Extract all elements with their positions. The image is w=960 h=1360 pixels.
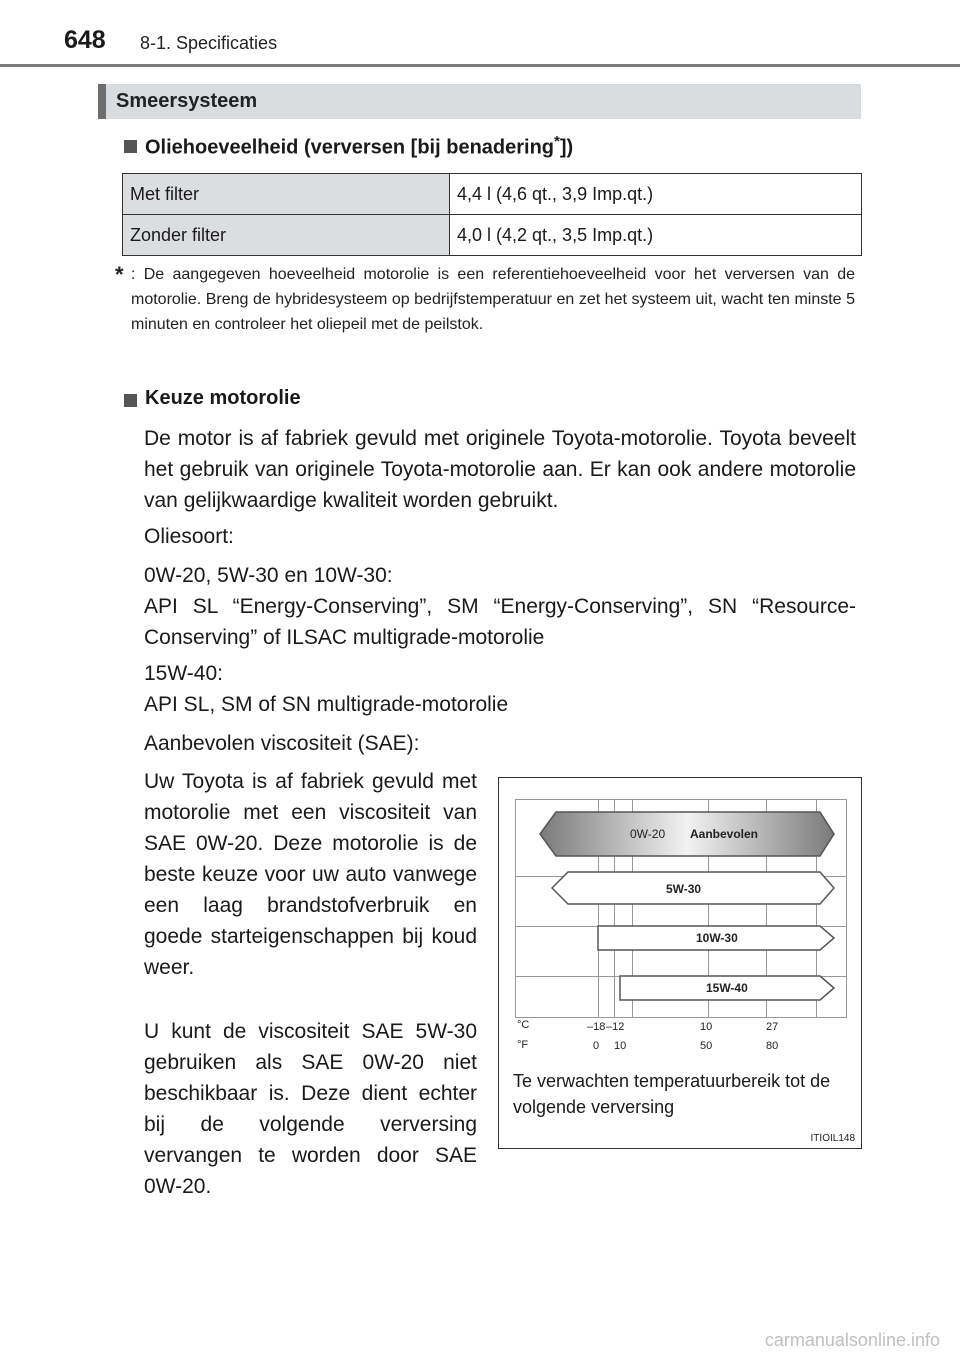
table-cell-value: 4,4 l (4,6 qt., 3,9 Imp.qt.) xyxy=(450,174,862,215)
table-cell-value: 4,0 l (4,2 qt., 3,5 Imp.qt.) xyxy=(450,215,862,256)
table-row xyxy=(123,174,862,215)
unit-fahrenheit: °F xyxy=(517,1039,529,1051)
unit-celsius: °C xyxy=(517,1019,530,1031)
tick-f: 0 xyxy=(593,1040,600,1052)
grade1-text: API SL “Energy-Conserving”, SM “Energy-Conserving”, SN “Resource-Conserving” of ILSAC multigrade-motorolie xyxy=(144,595,856,649)
viscosity-chart-area xyxy=(515,799,847,1018)
arrow-label-15w40: 15W-40 xyxy=(706,981,748,995)
chapter-title: 8-1. Specificaties xyxy=(140,33,278,53)
viscosity-label: Aanbevolen viscositeit (SAE): xyxy=(144,732,420,755)
page-number: 648 xyxy=(64,26,106,54)
oil-choice-intro: De motor is af fabriek gevuld met originele Toyota-motorolie. Toyota beveelt het gebruik van originele Toyota-motorolie aan. Er kan ook andere motorolie van gelijkwaardige kwaliteit worden gebruikt. xyxy=(144,427,856,512)
oil-choice-heading: Keuze motorolie xyxy=(145,387,301,409)
oil-quantity-heading: Oliehoeveelheid (verversen [bij benadering*]) xyxy=(145,133,574,159)
oil-type-label: Oliesoort: xyxy=(144,525,234,548)
arrow-label-recommended: Aanbevolen xyxy=(690,827,759,841)
oil-quantity-table xyxy=(122,173,862,256)
watermark: carmanualsonline.info xyxy=(764,1330,940,1350)
viscosity-paragraph-1: Uw Toyota is af fabriek gevuld met motorolie met een viscositeit van SAE 0W-20. Deze motorolie is de beste keuze voor uw auto vanwege een laag brandstofverbruik en goede starteigenschappen bij koud weer. xyxy=(144,770,477,979)
section-bar xyxy=(98,84,861,119)
tick-c: 10 xyxy=(700,1021,713,1033)
section-bar-tab xyxy=(98,84,106,119)
grade2-text: API SL, SM of SN multigrade-motorolie xyxy=(144,693,509,716)
tick-f: 80 xyxy=(766,1040,779,1052)
bullet-square-icon xyxy=(124,140,137,153)
bullet-square-icon xyxy=(124,394,137,407)
viscosity-paragraph-2: U kunt de viscositeit SAE 5W-30 gebruiken als SAE 0W-20 niet beschikbaar is. Deze dient echter bij de volgende verversing vervangen te worden door SAE 0W-20. xyxy=(144,1020,477,1198)
tick-c: 27 xyxy=(766,1021,779,1033)
tick-f: 50 xyxy=(700,1040,713,1052)
tick-c: –18 xyxy=(587,1021,606,1033)
footnote-star: * xyxy=(115,262,124,287)
arrow-label-10w30: 10W-30 xyxy=(696,931,738,945)
grade1-title: 0W-20, 5W-30 en 10W-30: xyxy=(144,564,393,587)
viscosity-figure xyxy=(498,777,862,1149)
footnote-text: : De aangegeven hoeveelheid motorolie is een referentiehoeveelheid voor het verversen van de motorolie. Breng de hybridesysteem op bedrijfstemperatuur en zet het systeem uit, wacht ten minste 5 minuten en controleer het oliepeil met de peilstok. xyxy=(131,266,855,333)
header-divider xyxy=(0,64,960,67)
tick-f: 10 xyxy=(614,1040,627,1052)
arrow-0w20 xyxy=(540,812,834,856)
arrow-label-5w30: 5W-30 xyxy=(666,882,702,896)
footnote xyxy=(115,262,855,337)
table-cell-label: Met filter xyxy=(123,174,450,215)
tick-c: –12 xyxy=(606,1021,625,1033)
table-row xyxy=(123,215,862,256)
viscosity-arrows xyxy=(516,800,846,1017)
figure-code: ITIOIL148 xyxy=(810,1133,855,1144)
section-title: Smeersysteem xyxy=(116,90,258,112)
table-cell-label: Zonder filter xyxy=(123,215,450,256)
figure-caption: Te verwachten temperatuurbereik tot de volgende verversing xyxy=(513,1071,831,1117)
arrow-label-0w20: 0W-20 xyxy=(630,827,666,841)
grade2-title: 15W-40: xyxy=(144,662,223,685)
